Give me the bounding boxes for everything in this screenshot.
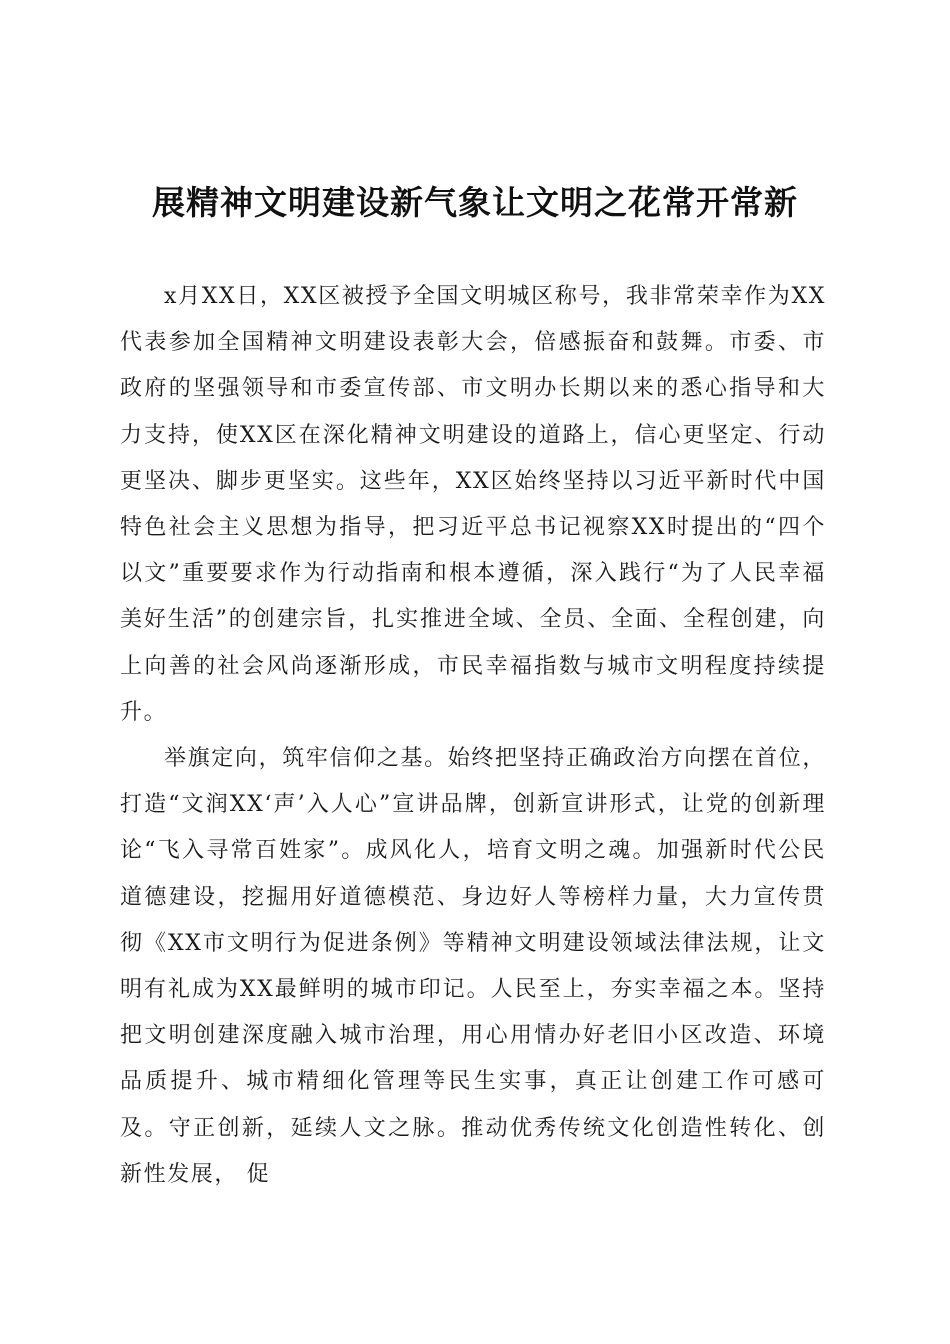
paragraph-measures: 举旗定向，筑牢信仰之基。始终把坚持正确政治方向摆在首位，打造“文润XX‘声’入人心”宣讲品牌，创新宣讲形式，让党的创新理论“飞入寻常百姓家”。成风化人，培育文明之魂。加强新时代公民道德建设，挖掘用好道德模范、身边好人等榜样力量，大力宣传贯彻《XX市文明行为促进条例》等精神文明建设领域法律法规，让文明有礼成为XX最鲜明的城市印记。人民至上，夯实幸福之本。坚持把文明创建深度融入城市治理，用心用情办好老旧小区改造、环境品质提升、城市精细化管理等民生实事，真正让创建工作可感可及。守正创新，延续人文之脉。推动优秀传统文化创造性转化、创新性发展， 促 <box>120 746 826 1187</box>
document-title: 展精神文明建设新气象让文明之花常开常新 <box>152 183 798 222</box>
document-body <box>120 274 826 1198</box>
paragraph-intro: x月XX日，XX区被授予全国文明城区称号，我非常荣幸作为XX代表参加全国精神文明建设表彰大会，倍感振奋和鼓舞。市委、市政府的坚强领导和市委宣传部、市文明办长期以来的悉心指导和大力支持，使XX区在深化精神文明建设的道路上，信心更坚定、行动更坚决、脚步更坚实。这些年，XX区始终坚持以习近平新时代中国特色社会主义思想为指导，把习近平总书记视察XX时提出的“四个以文”重要要求作为行动指南和根本遵循，深入践行“为了人民幸福美好生活”的创建宗旨，扎实推进全域、全员、全面、全程创建，向上向善的社会风尚逐渐形成，市民幸福指数与城市文明程度持续提升。 <box>120 284 826 725</box>
